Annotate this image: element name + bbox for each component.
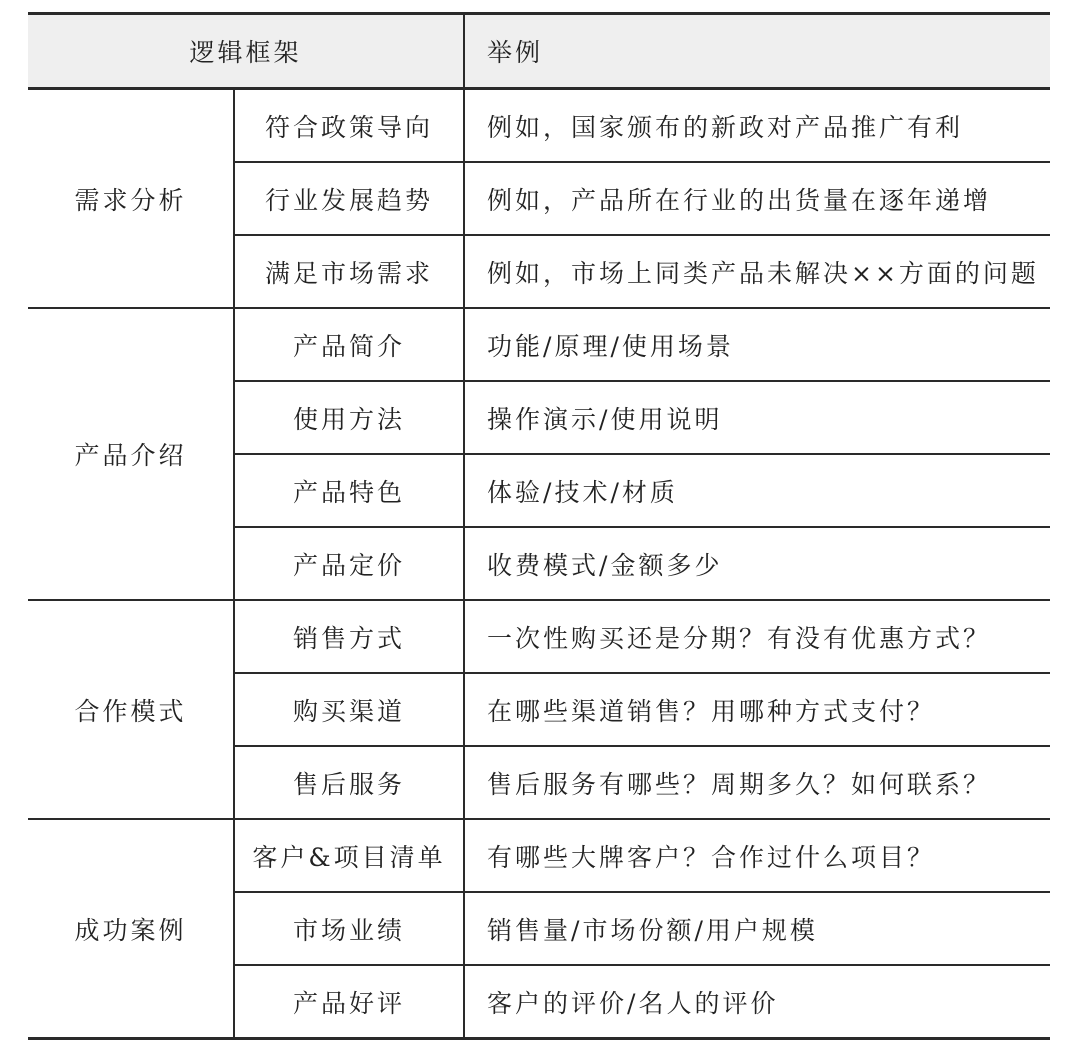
- item-cell: 产品定价: [234, 527, 464, 600]
- header-framework: 逻辑框架: [28, 14, 464, 89]
- example-cell: 在哪些渠道销售？用哪种方式支付？: [464, 673, 1050, 746]
- item-cell: 售后服务: [234, 746, 464, 819]
- example-cell: 功能/原理/使用场景: [464, 308, 1050, 381]
- example-cell: 客户的评价/名人的评价: [464, 965, 1050, 1039]
- item-cell: 购买渠道: [234, 673, 464, 746]
- example-cell: 操作演示/使用说明: [464, 381, 1050, 454]
- item-cell: 市场业绩: [234, 892, 464, 965]
- example-cell: 体验/技术/材质: [464, 454, 1050, 527]
- item-cell: 行业发展趋势: [234, 162, 464, 235]
- item-cell: 满足市场需求: [234, 235, 464, 308]
- example-cell: 销售量/市场份额/用户规模: [464, 892, 1050, 965]
- category-cell: 成功案例: [28, 819, 234, 1039]
- header-row: [28, 14, 1050, 89]
- table-row: [28, 819, 1050, 892]
- category-cell: 产品介绍: [28, 308, 234, 600]
- category-cell: 需求分析: [28, 89, 234, 309]
- header-example: 举例: [464, 14, 1050, 89]
- item-cell: 客户&项目清单: [234, 819, 464, 892]
- item-cell: 销售方式: [234, 600, 464, 673]
- example-cell: 有哪些大牌客户？合作过什么项目？: [464, 819, 1050, 892]
- item-cell: 产品特色: [234, 454, 464, 527]
- logic-framework-table-wrapper: [28, 12, 1050, 1040]
- item-cell: 产品好评: [234, 965, 464, 1039]
- table-row: [28, 89, 1050, 163]
- table-row: [28, 308, 1050, 381]
- item-cell: 使用方法: [234, 381, 464, 454]
- example-cell: 例如，市场上同类产品未解决××方面的问题: [464, 235, 1050, 308]
- example-cell: 一次性购买还是分期？有没有优惠方式？: [464, 600, 1050, 673]
- example-cell: 收费模式/金额多少: [464, 527, 1050, 600]
- category-cell: 合作模式: [28, 600, 234, 819]
- item-cell: 产品简介: [234, 308, 464, 381]
- example-cell: 例如，国家颁布的新政对产品推广有利: [464, 89, 1050, 163]
- item-cell: 符合政策导向: [234, 89, 464, 163]
- table-row: [28, 600, 1050, 673]
- example-cell: 例如，产品所在行业的出货量在逐年递增: [464, 162, 1050, 235]
- logic-framework-table: [28, 12, 1050, 1040]
- example-cell: 售后服务有哪些？周期多久？如何联系？: [464, 746, 1050, 819]
